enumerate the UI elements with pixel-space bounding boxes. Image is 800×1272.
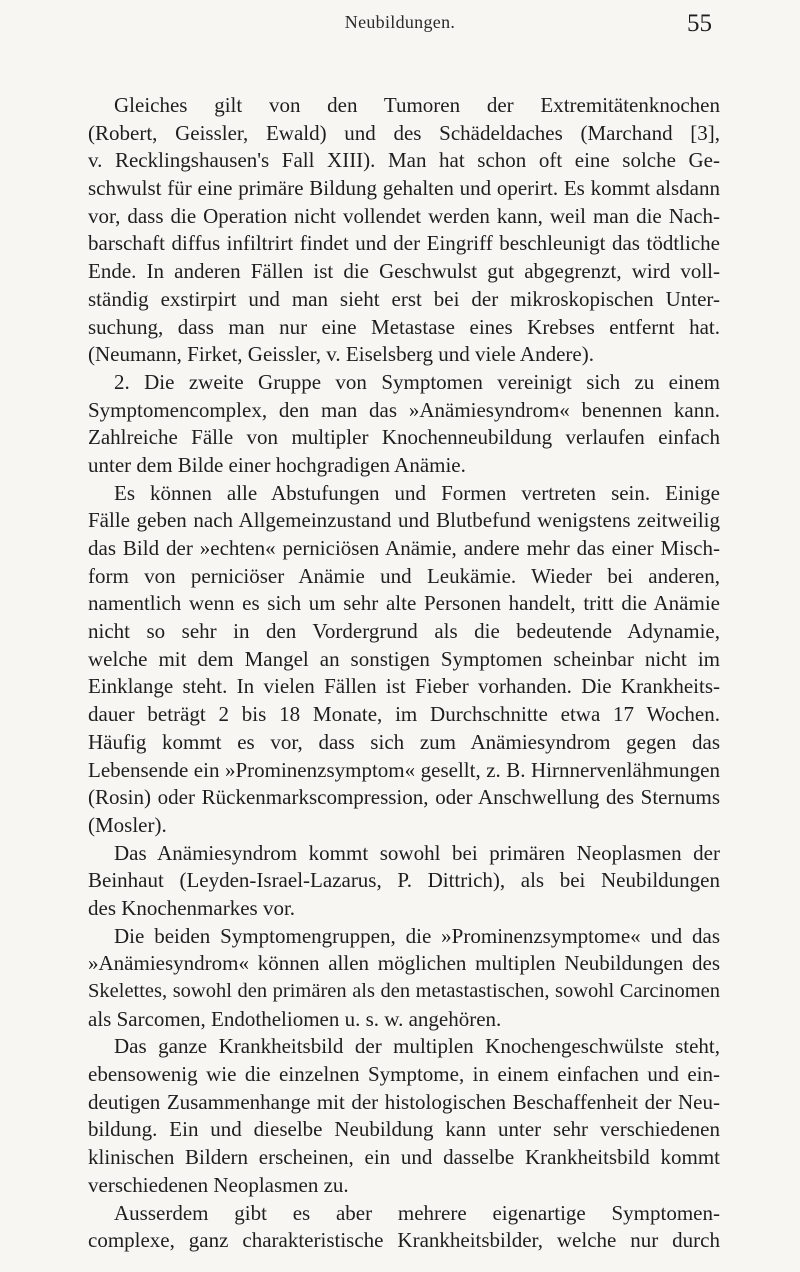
text-line: welche mit dem Mangel an sonstigen Symptomen scheinbar nicht im <box>88 646 720 671</box>
text-line: Zahlreiche Fälle von multipler Knochenneubildung verlaufen einfach <box>88 425 720 450</box>
text-line: barschaft diffus infiltrirt findet und der Eingriff beschleunigt das tödtliche <box>88 231 720 256</box>
text-line: namentlich wenn es sich um sehr alte Personen handelt, tritt die Anämie <box>88 591 720 616</box>
text-line: v. Recklingshausen's Fall XIII). Man hat schon oft eine solche Ge- <box>88 148 720 173</box>
text-line: nicht so sehr in den Vordergrund als die bedeutende Adynamie, <box>88 619 720 644</box>
text-line: Einklange steht. In vielen Fällen ist Fieber vorhanden. Die Krankheits- <box>88 674 720 699</box>
page-header <box>0 8 800 48</box>
text-line: Ausserdem gibt es aber mehrere eigenartige Symptomen- <box>114 1200 720 1225</box>
text-line: 2. Die zweite Gruppe von Symptomen vereinigt sich zu einem <box>114 369 720 394</box>
text-line: ständig exstirpirt und man sieht erst bei der mikroskopischen Unter- <box>88 286 720 311</box>
text-line: Beinhaut (Leyden-Israel-Lazarus, P. Dittrich), als bei Neubildungen <box>88 868 720 893</box>
page-number: 55 <box>687 10 712 37</box>
text-line: (Robert, Geissler, Ewald) und des Schädeldaches (Marchand [3], <box>88 120 720 145</box>
text-line: Ende. In anderen Fällen ist die Geschwulst gut abgegrenzt, wird voll- <box>88 259 720 284</box>
text-line: Symptomencomplex, den man das »Anämiesyndrom« benennen kann. <box>88 397 720 422</box>
text-line: (Rosin) oder Rückenmarkscompression, oder Anschwellung des Sternums <box>88 785 720 810</box>
text-line: schwulst für eine primäre Bildung gehalten und operirt. Es kommt alsdann <box>88 176 720 201</box>
text-line: verschiedenen Neoplasmen zu. <box>88 1172 349 1197</box>
text-line: »Anämiesyndrom« können allen möglichen multiplen Neubildungen des <box>88 951 720 976</box>
text-line: Lebensende ein »Prominenzsymptom« gesellt, z. B. Hirnnervenlähmungen <box>88 757 720 782</box>
text-line: Das ganze Krankheitsbild der multiplen Knochengeschwülste steht, <box>114 1034 720 1059</box>
text-line: Die beiden Symptomengruppen, die »Prominenzsymptome« und das <box>114 923 720 948</box>
text-line: suchung, dass man nur eine Metastase eines Krebses entfernt hat. <box>88 314 720 339</box>
text-line: als Sarcomen, Endotheliomen u. s. w. angehören. <box>88 1006 502 1031</box>
body-text <box>88 92 720 1255</box>
text-line: form von perniciöser Anämie und Leukämie. Wieder bei anderen, <box>88 563 720 588</box>
text-line: unter dem Bilde einer hochgradigen Anämie. <box>88 452 466 477</box>
text-line: Gleiches gilt von den Tumoren der Extremitätenknochen <box>114 93 720 117</box>
text-line: dauer beträgt 2 bis 18 Monate, im Durchschnitte etwa 17 Wochen. <box>88 702 720 727</box>
text-line: vor, dass die Operation nicht vollendet werden kann, weil man die Nach- <box>88 203 720 228</box>
text-line: des Knochenmarkes vor. <box>88 895 296 920</box>
text-line: klinischen Bildern erscheinen, ein und dasselbe Krankheitsbild kommt <box>88 1145 720 1170</box>
text-line: Fälle geben nach Allgemeinzustand und Blutbefund wenigstens zeitweilig <box>88 508 720 533</box>
text-line: (Neumann, Firket, Geissler, v. Eiselsberg und viele Andere). <box>88 342 594 367</box>
text-line: das Bild der »echten« perniciösen Anämie, andere mehr das einer Misch- <box>88 536 720 560</box>
text-line: Das Anämiesyndrom kommt sowohl bei primären Neoplasmen der <box>114 840 720 865</box>
running-title: Neubildungen. <box>344 12 456 32</box>
text-line: Es können alle Abstufungen und Formen vertreten sein. Einige <box>114 480 720 505</box>
text-line: deutigen Zusammenhange mit der histologischen Beschaffenheit der Neu- <box>88 1089 720 1114</box>
text-line: bildung. Ein und dieselbe Neubildung kann unter sehr verschiedenen <box>88 1117 720 1142</box>
text-line: Häufig kommt es vor, dass sich zum Anämiesyndrom gegen das <box>88 729 720 754</box>
text-line: complexe, ganz charakteristische Krankheitsbilder, welche nur durch <box>88 1228 720 1253</box>
text-line: ebensowenig wie die einzelnen Symptome, in einem einfachen und ein- <box>88 1062 720 1087</box>
text-line: Skelettes, sowohl den primären als den metastastischen, sowohl Carcinomen <box>88 980 720 1002</box>
text-line: (Mosler). <box>88 812 167 837</box>
